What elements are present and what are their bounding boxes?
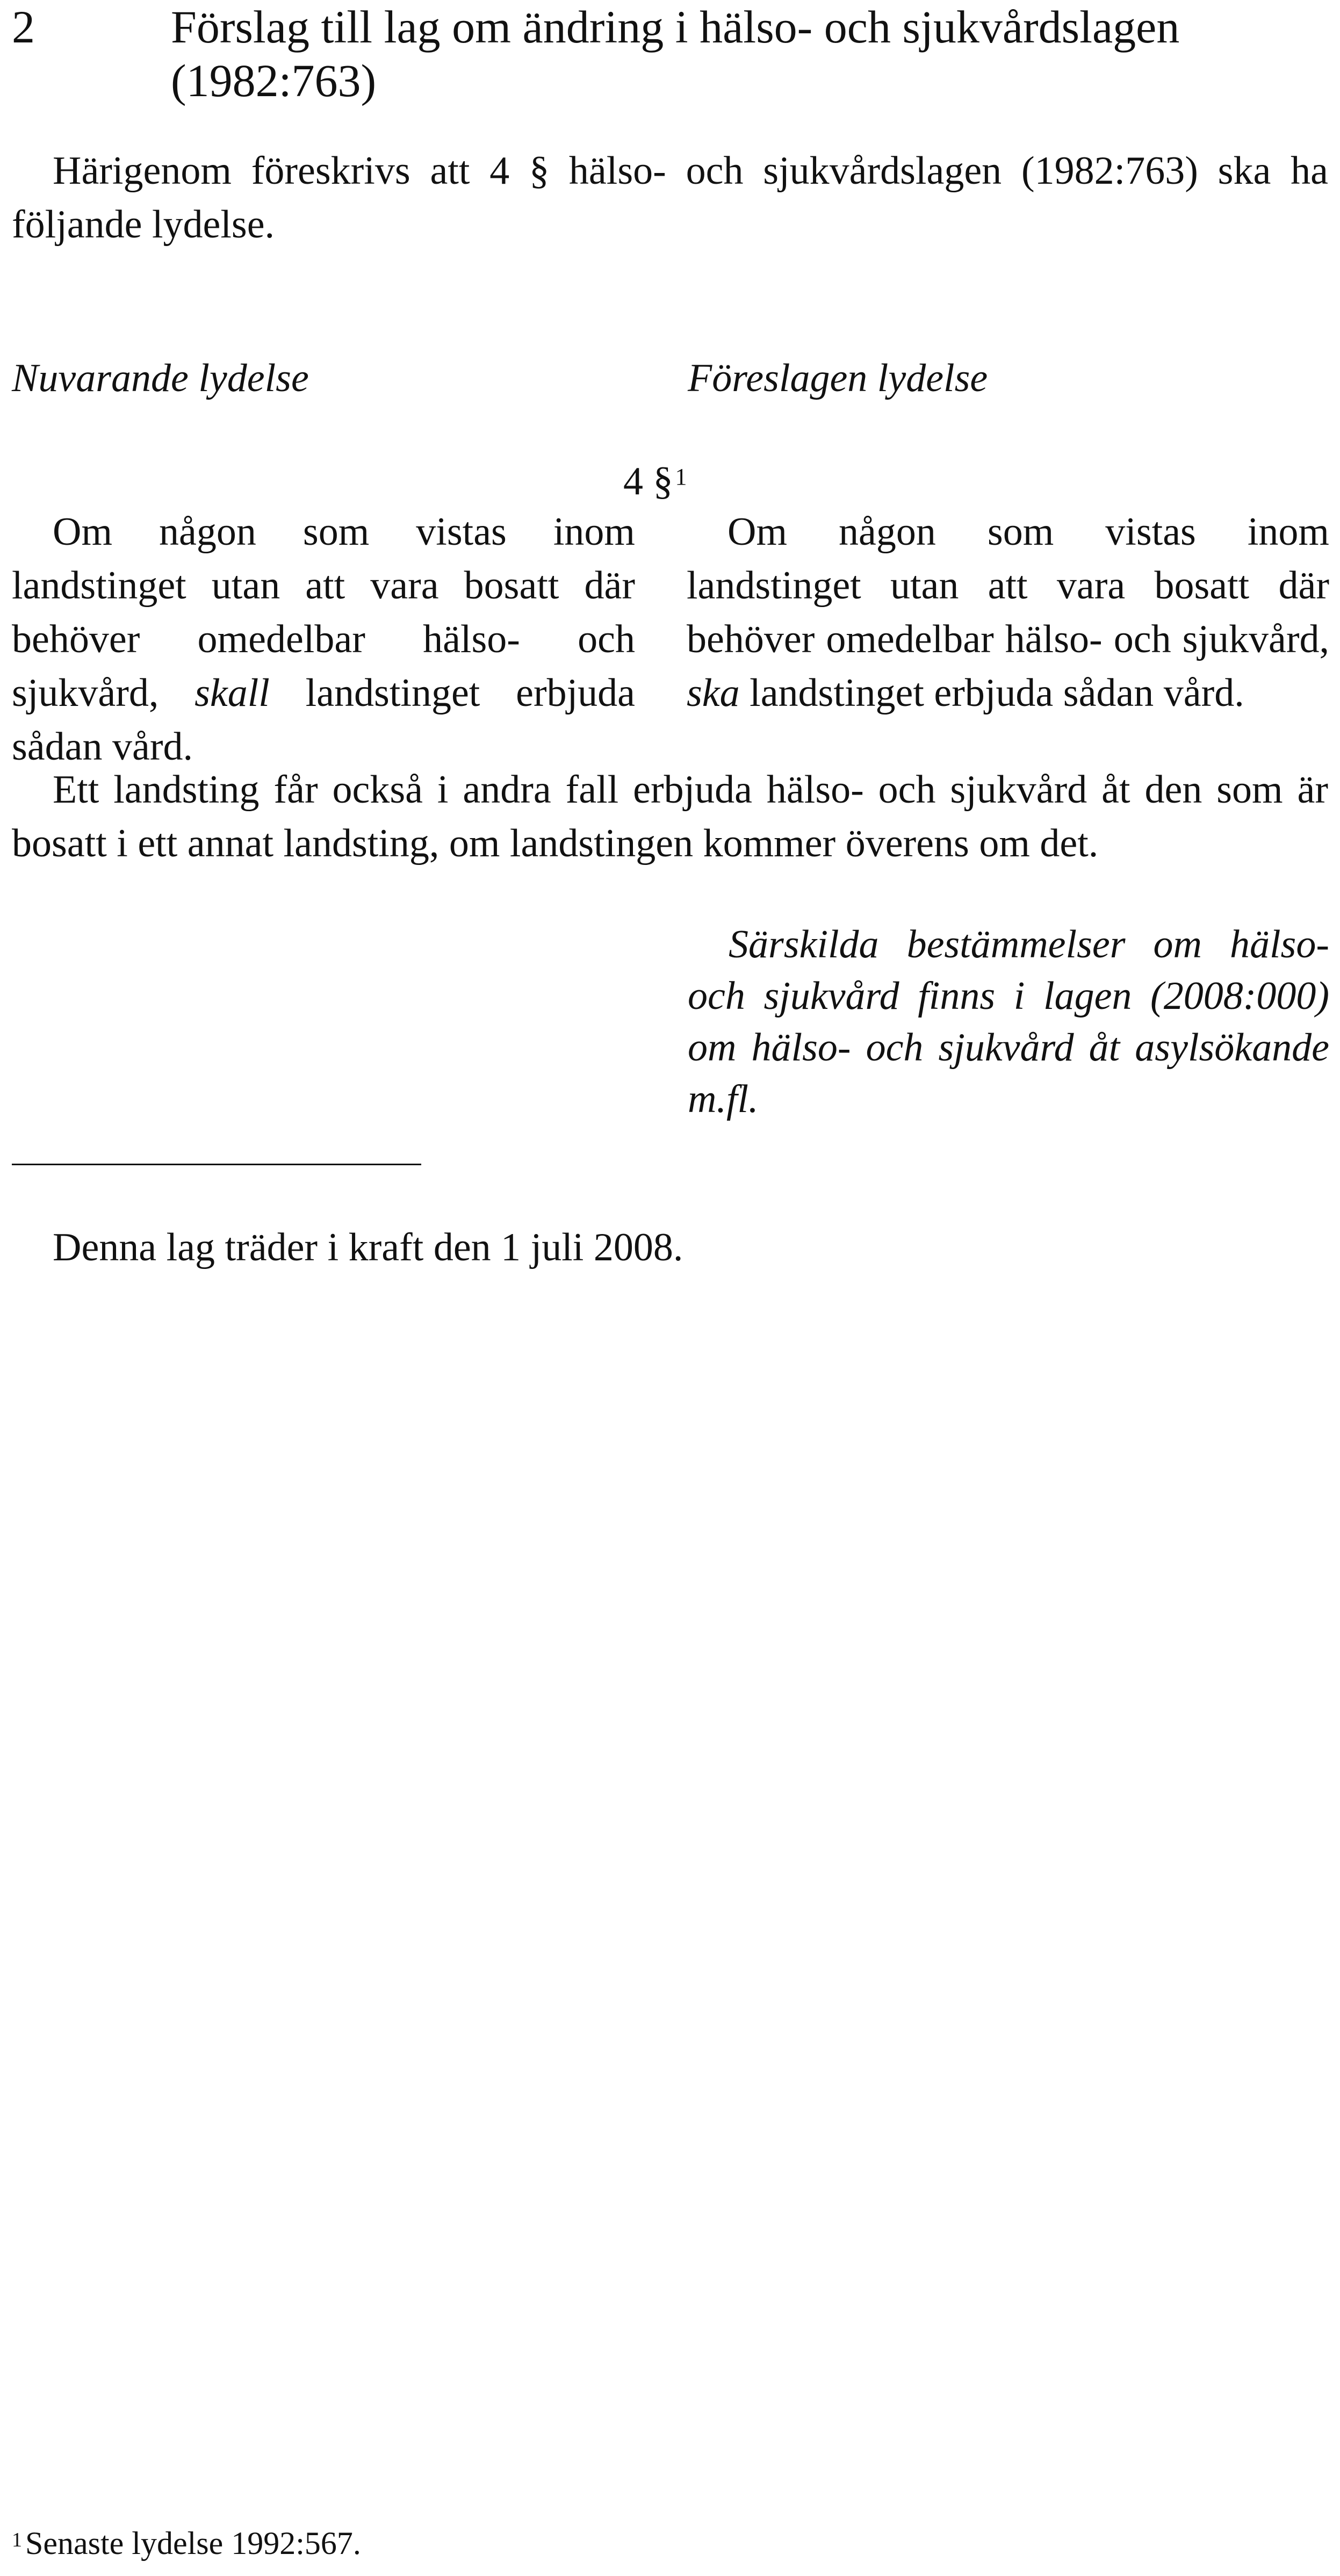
special-provision-paragraph: Särskilda bestämmelser om hälso- och sjukvård finns i lagen (2008:000) om hälso- och sjukvård åt asylsökande m.fl. — [688, 922, 1329, 1121]
footnote-reference: 1 — [675, 464, 687, 490]
shared-paragraph: Ett landsting får också i andra fall erbjuda hälso- och sjukvård åt den som är bosatt i ett annat landsting, om landstingen kommer överens om det. — [12, 768, 1328, 865]
footnote-separator-rule — [12, 1164, 421, 1165]
proposed-text-before: Om någon som vistas inom landstinget utan att vara bosatt där behöver omedelbar hälso- och sjukvård, — [687, 510, 1329, 661]
section-heading — [623, 454, 687, 508]
proposed-wording-heading: Föreslagen lydelse — [688, 356, 988, 400]
proposed-wording-paragraph — [687, 505, 1329, 720]
intro-paragraph: Härigenom föreskrivs att 4 § hälso- och sjukvårdslagen (1982:763) ska ha följande lydelse. — [12, 149, 1328, 247]
chapter-title: Förslag till lag om ändring i hälso- och sjukvårdslagen (1982:763) — [171, 1, 1180, 106]
current-text-emphasis: skall — [194, 671, 270, 715]
current-text-before: Om någon som vistas inom landstinget utan att vara bosatt där behöver omedelbar hälso- och sjukvård, — [12, 510, 635, 715]
footnote — [12, 2522, 361, 2565]
proposed-text-emphasis: ska — [687, 671, 740, 715]
section-label: 4 § — [623, 459, 673, 503]
footnote-number: 1 — [12, 2529, 22, 2551]
current-wording-heading: Nuvarande lydelse — [12, 356, 309, 400]
effective-date-line: Denna lag träder i kraft den 1 juli 2008. — [53, 1225, 683, 1269]
chapter-number: 2 — [12, 1, 35, 53]
current-text-after: landstinget erbjuda sådan vård. — [12, 671, 635, 769]
footnote-text: Senaste lydelse 1992:567. — [25, 2526, 361, 2561]
current-wording-paragraph — [12, 505, 635, 774]
proposed-text-after: landstinget erbjuda sådan vård. — [739, 671, 1244, 715]
